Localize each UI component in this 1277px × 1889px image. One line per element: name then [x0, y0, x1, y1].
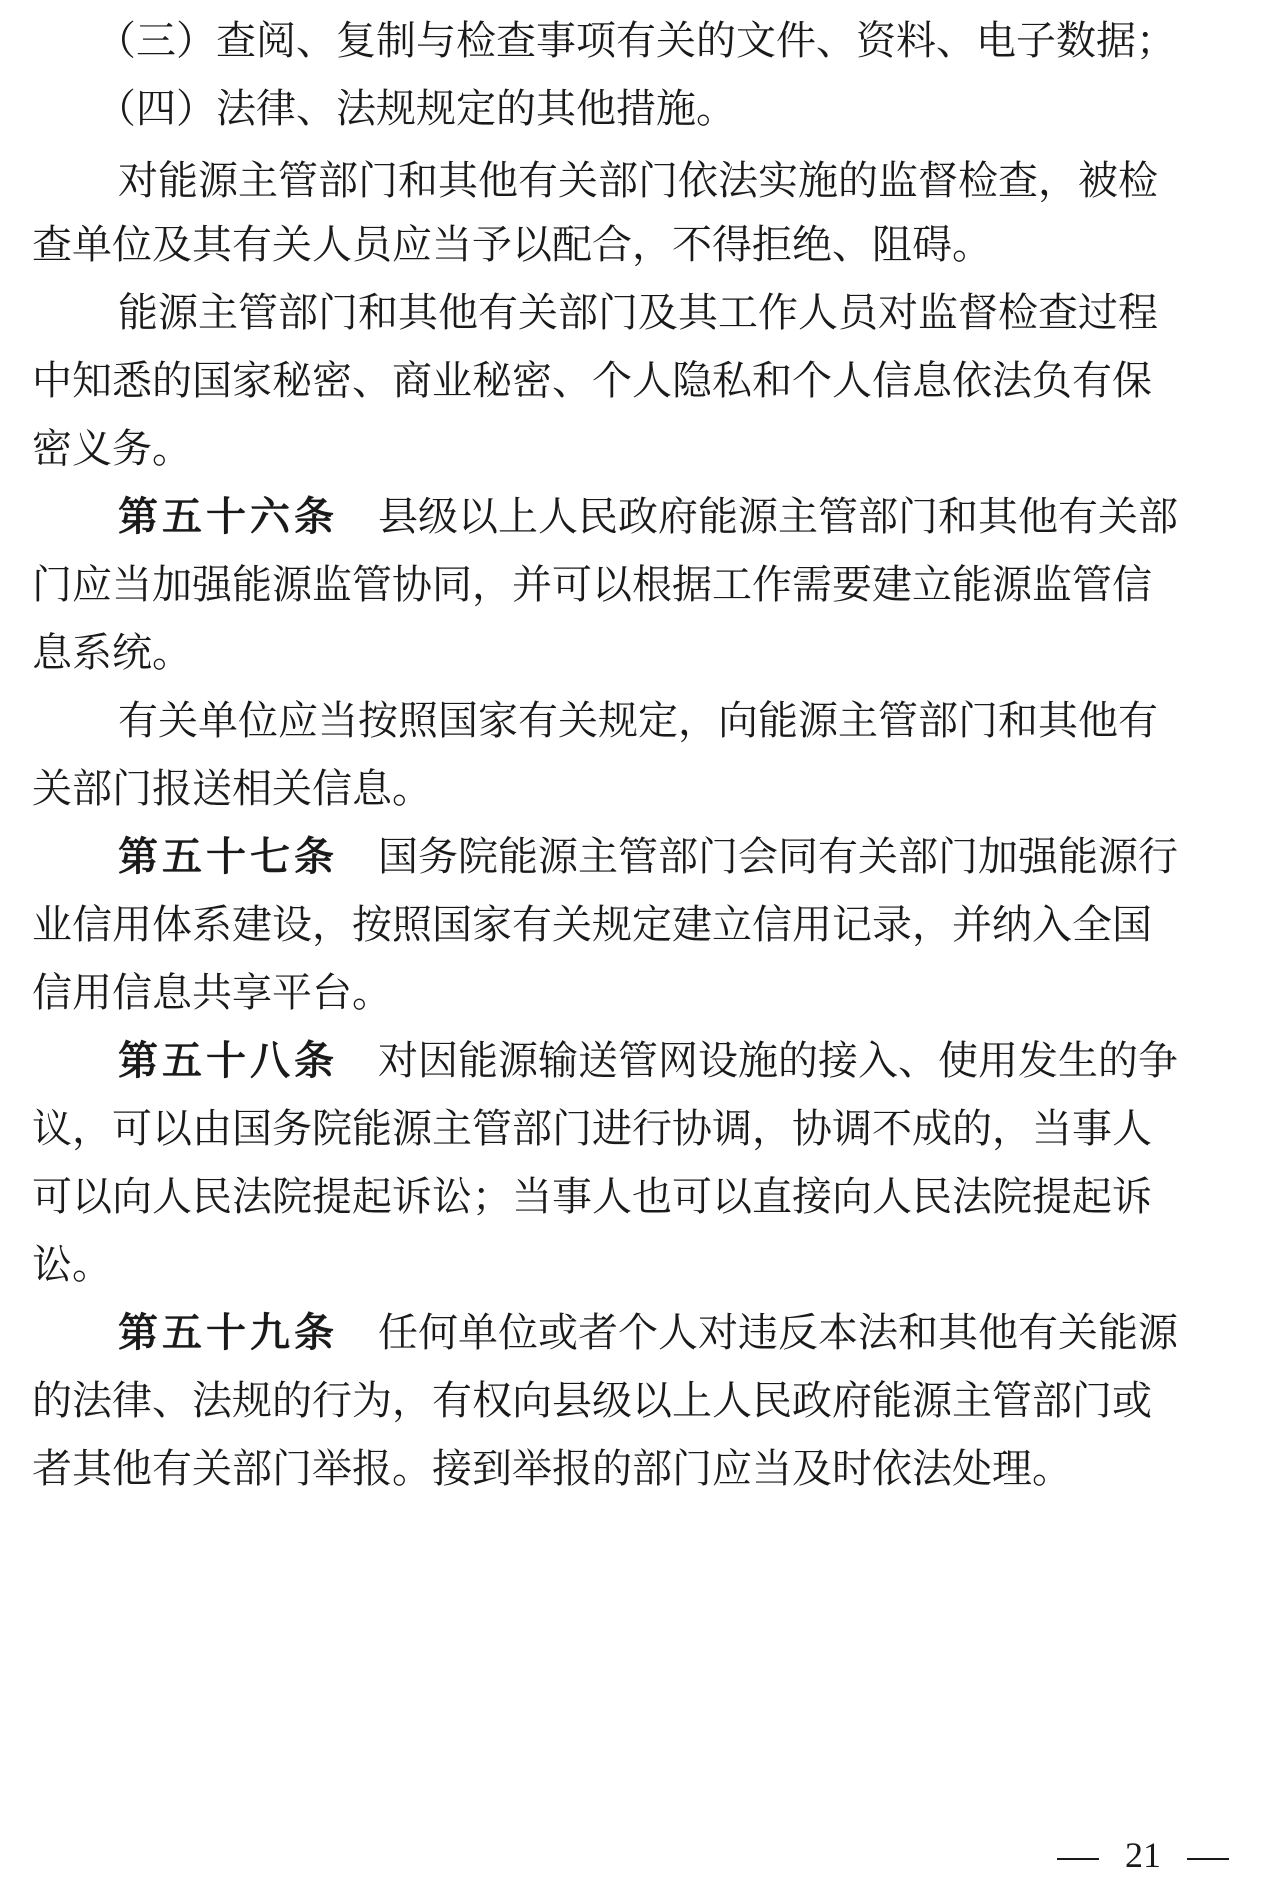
line-text: 任何单位或者个人对违反本法和其他有关能源 [378, 1310, 1178, 1356]
article-56-line [118, 482, 1244, 552]
article-title: 第五十六条 [118, 494, 338, 540]
line-text: 对因能源输送管网设施的接入、使用发生的争 [378, 1038, 1178, 1084]
line-text: 县级以上人民政府能源主管部门和其他有关部 [378, 494, 1178, 540]
line-text: 者其他有关部门举报。接到举报的部门应当及时依法处理。 [32, 1446, 1072, 1492]
paragraph-line [32, 1434, 1244, 1504]
article-title: 第五十七条 [118, 834, 338, 880]
paragraph-line [32, 414, 1244, 484]
footer-dash-right [1187, 1858, 1229, 1860]
line-text: 的法律、法规的行为，有权向县级以上人民政府能源主管部门或 [32, 1378, 1152, 1424]
paragraph-line [32, 550, 1244, 620]
paragraph-line [96, 74, 1222, 144]
footer-dash-left [1057, 1858, 1099, 1860]
paragraph-line [118, 278, 1244, 348]
paragraph-line [32, 1230, 1244, 1300]
line-text: （三）查阅、复制与检查事项有关的文件、资料、电子数据； [96, 18, 1176, 64]
line-text: 中知悉的国家秘密、商业秘密、个人隐私和个人信息依法负有保 [32, 358, 1152, 404]
line-text: 能源主管部门和其他有关部门及其工作人员对监督检查过程 [118, 290, 1158, 336]
line-text: （四）法律、法规规定的其他措施。 [96, 86, 736, 132]
line-text: 关部门报送相关信息。 [32, 766, 432, 812]
line-text: 国务院能源主管部门会同有关部门加强能源行 [378, 834, 1178, 880]
paragraph-line [32, 210, 1244, 280]
line-text: 业信用体系建设，按照国家有关规定建立信用记录，并纳入全国 [32, 902, 1152, 948]
article-title: 第五十八条 [118, 1038, 338, 1084]
paragraph-line [32, 1162, 1244, 1232]
article-59-line [118, 1298, 1244, 1368]
page-number: 21 [1125, 1835, 1161, 1875]
line-text: 信用信息共享平台。 [32, 970, 392, 1016]
paragraph-line [32, 754, 1244, 824]
page-number-footer [1057, 1830, 1229, 1880]
article-57-line [118, 822, 1244, 892]
article-58-line [118, 1026, 1244, 1096]
paragraph-line [118, 146, 1244, 216]
line-text: 有关单位应当按照国家有关规定，向能源主管部门和其他有 [118, 698, 1158, 744]
line-text: 讼。 [32, 1242, 112, 1288]
paragraph-line [32, 618, 1244, 688]
line-text: 查单位及其有关人员应当予以配合，不得拒绝、阻碍。 [32, 222, 992, 268]
line-text: 可以向人民法院提起诉讼；当事人也可以直接向人民法院提起诉 [32, 1174, 1152, 1220]
paragraph-line [32, 958, 1244, 1028]
line-text: 门应当加强能源监管协同，并可以根据工作需要建立能源监管信 [32, 562, 1152, 608]
paragraph-line [96, 6, 1222, 76]
paragraph-line [118, 686, 1244, 756]
paragraph-line [32, 890, 1244, 960]
line-text: 密义务。 [32, 426, 192, 472]
article-title: 第五十九条 [118, 1310, 338, 1356]
paragraph-line [32, 1094, 1244, 1164]
paragraph-line [32, 346, 1244, 416]
paragraph-line [32, 1366, 1244, 1436]
line-text: 对能源主管部门和其他有关部门依法实施的监督检查，被检 [118, 158, 1158, 204]
line-text: 议，可以由国务院能源主管部门进行协调，协调不成的，当事人 [32, 1106, 1152, 1152]
line-text: 息系统。 [32, 630, 192, 676]
